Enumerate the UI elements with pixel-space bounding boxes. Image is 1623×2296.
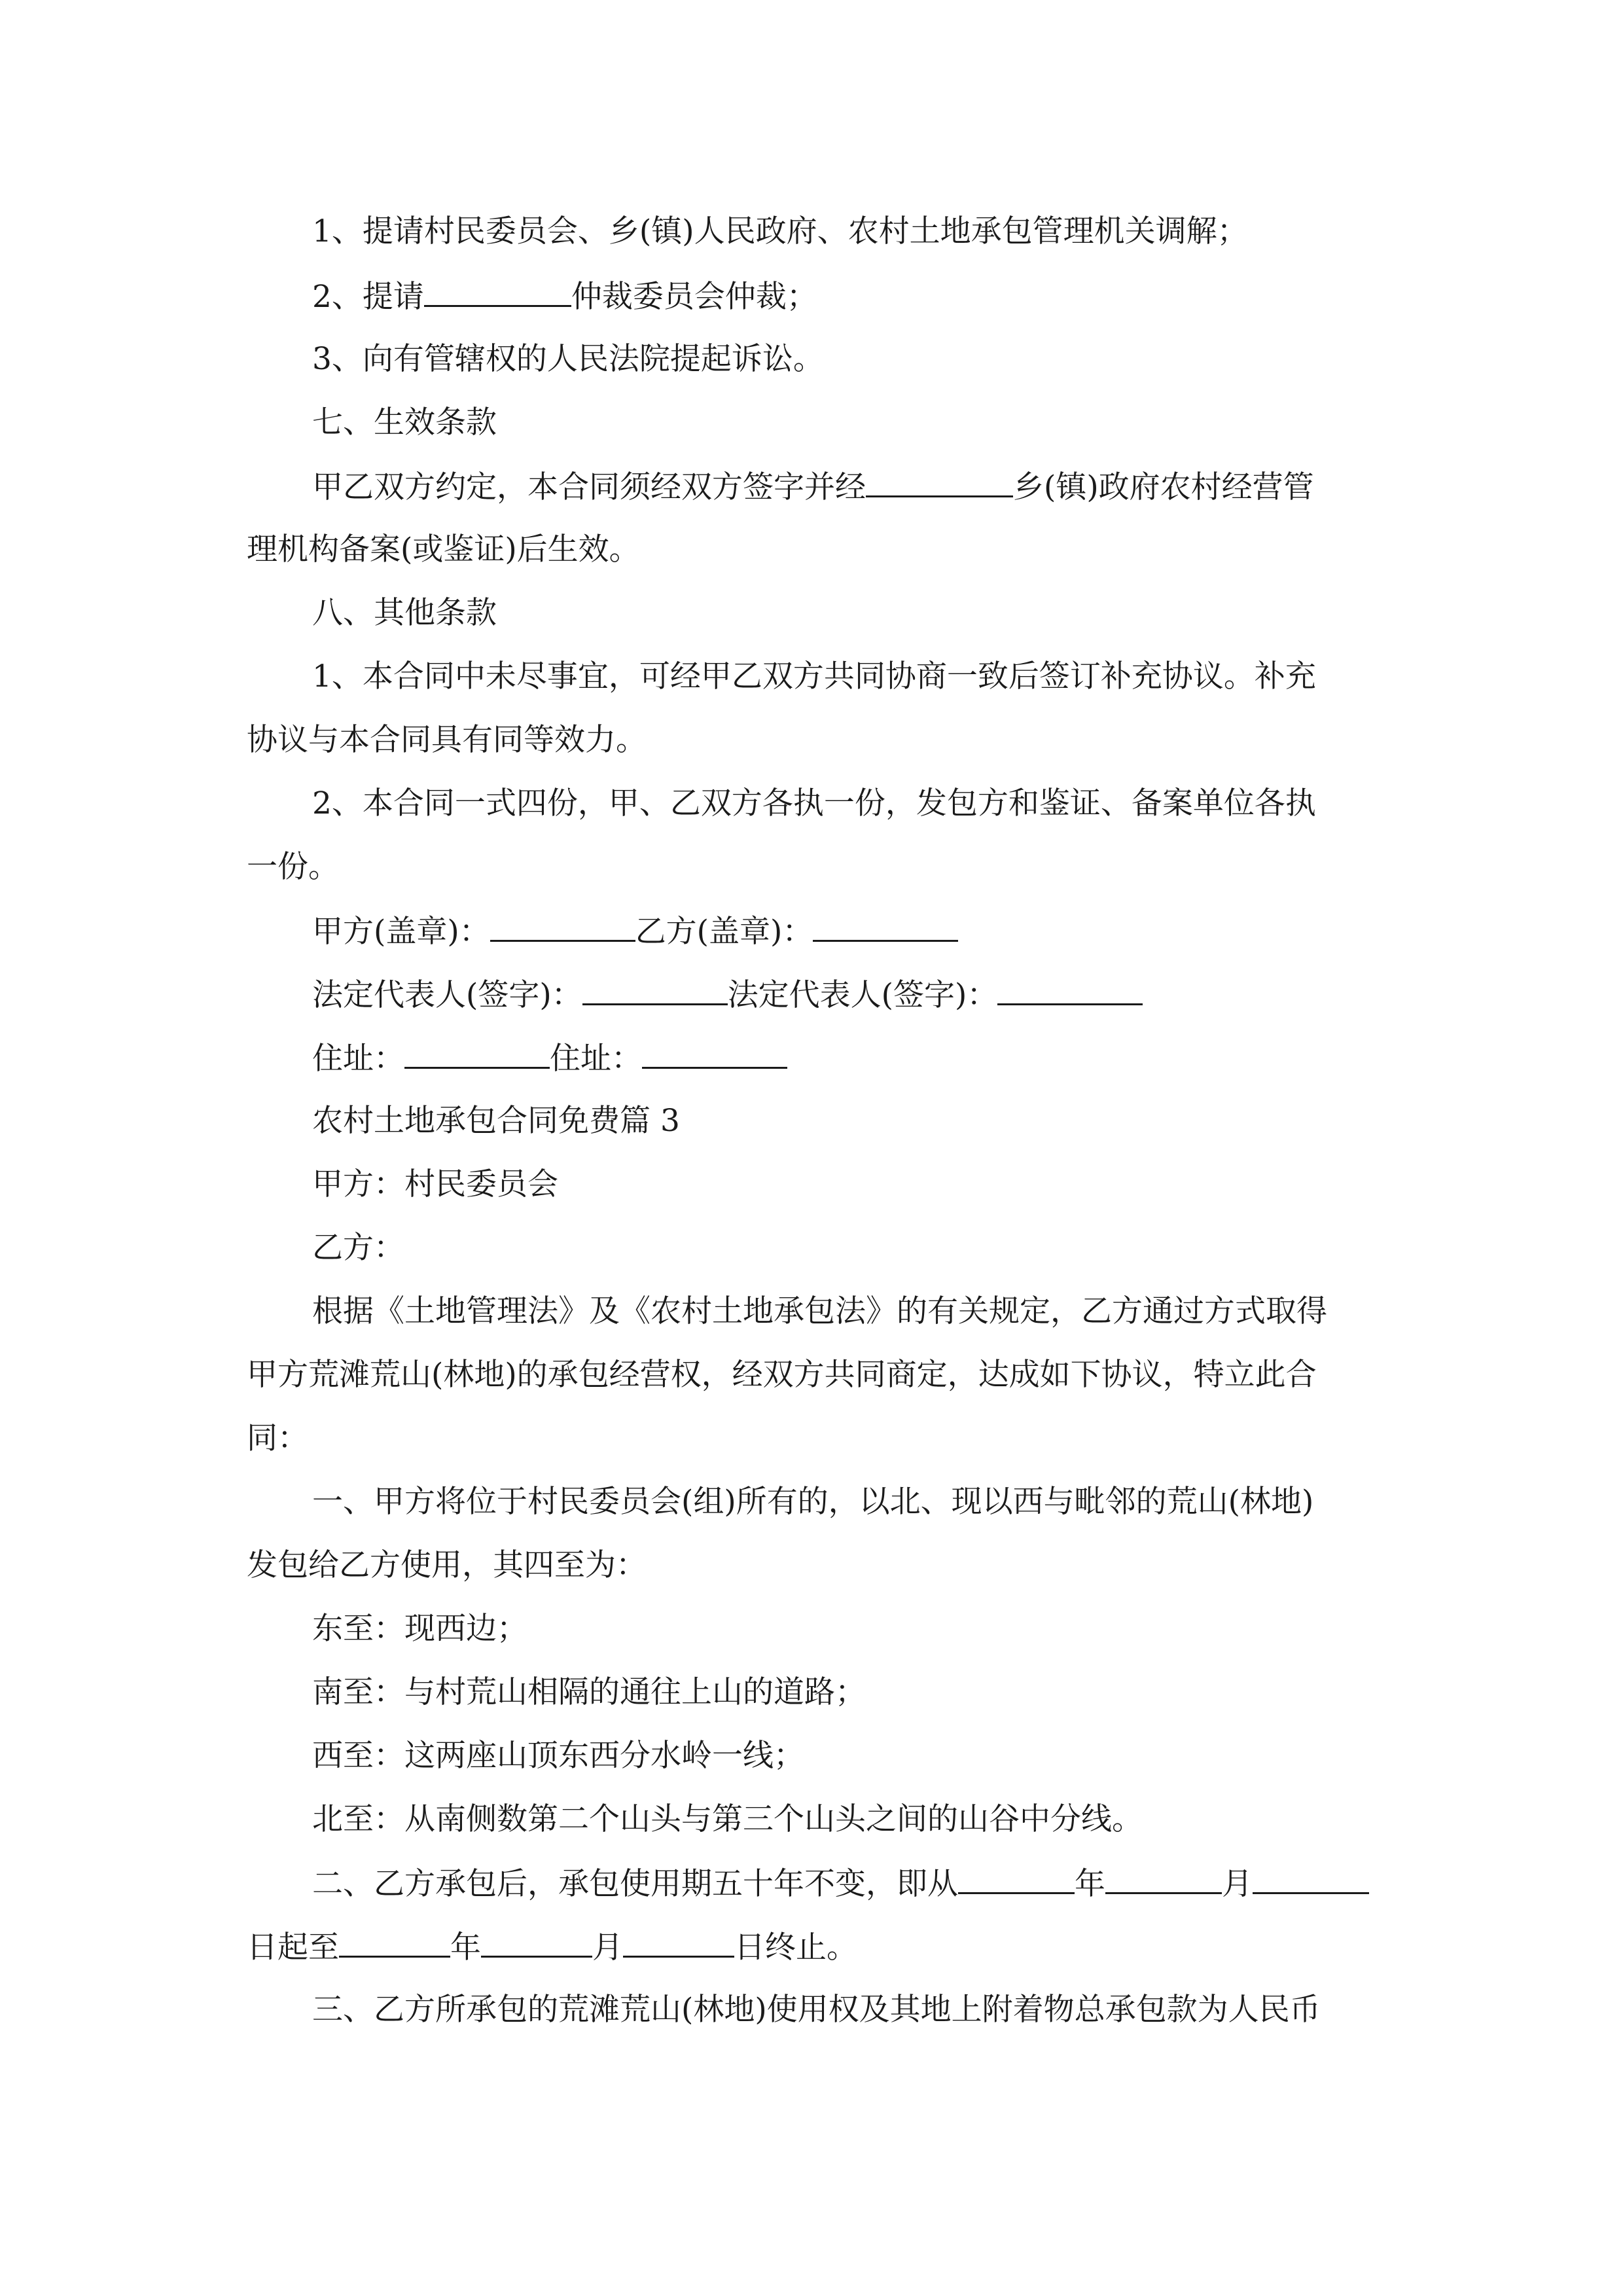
article-3-line-1: 三、乙方所承包的荒滩荒山(林地)使用权及其地上附着物总承包款为人民币: [312, 1992, 1321, 2028]
party-a-representative-blank: [582, 975, 728, 1005]
article-2-line-1: 二、乙方承包后，承包使用期五十年不变，即从 年 月: [312, 1863, 1369, 1903]
signature-address-line: 住址： 住址：: [312, 1038, 787, 1077]
start-day-blank: [1253, 1863, 1369, 1894]
boundary-north: 北至：从南侧数第二个山头与第三个山头之间的山谷中分线。: [312, 1801, 1143, 1837]
signature-representative-line: 法定代表人(签字)： 法定代表人(签字)：: [312, 975, 1143, 1014]
section-heading-effective: 七、生效条款: [312, 404, 497, 440]
party-b-representative-blank: [997, 975, 1143, 1005]
paragraph-effective-line-2: 理机构备案(或鉴证)后生效。: [247, 531, 640, 567]
paragraph-copies-line-2: 一份。: [247, 849, 339, 885]
paragraph-copies-line-1: 2、本合同一式四份，甲、乙双方各执一份，发包方和鉴证、备案单位各执: [312, 785, 1316, 821]
end-year-blank: [339, 1927, 450, 1958]
section-title-contract-3: 农村土地承包合同免费篇 3: [312, 1103, 680, 1139]
article-1-line-2: 发包给乙方使用，其四至为：: [247, 1547, 647, 1583]
end-day-blank: [623, 1927, 734, 1958]
party-b-seal-blank: [813, 911, 958, 942]
township-blank: [866, 467, 1013, 497]
clause-mediation: 1、提请村民委员会、乡(镇)人民政府、农村土地承包管理机关调解；: [312, 213, 1248, 249]
signature-seal-line: 甲方(盖章)： 乙方(盖章)：: [312, 911, 958, 950]
end-month-blank: [481, 1927, 592, 1958]
party-b-line: 乙方：: [312, 1230, 404, 1266]
preamble-line-2: 甲方荒滩荒山(林地)的承包经营权，经双方共同商定，达成如下协议，特立此合: [247, 1357, 1317, 1393]
clause-arbitration: 2、提请 仲裁委员会仲裁；: [312, 276, 817, 315]
party-a-address-blank: [404, 1038, 550, 1069]
preamble-line-1: 根据《土地管理法》及《农村土地承包法》的有关规定，乙方通过方式取得: [312, 1293, 1327, 1329]
section-heading-other: 八、其他条款: [312, 595, 497, 631]
paragraph-supplement-line-2: 协议与本合同具有同等效力。: [247, 722, 647, 758]
start-month-blank: [1105, 1863, 1222, 1894]
start-year-blank: [958, 1863, 1075, 1894]
preamble-line-3: 同：: [247, 1420, 308, 1456]
article-1-line-1: 一、甲方将位于村民委员会(组)所有的，以北、现以西与毗邻的荒山(林地): [312, 1484, 1314, 1520]
paragraph-effective-line-1: 甲乙双方约定，本合同须经双方签字并经 乡(镇)政府农村经营管: [312, 467, 1314, 506]
party-a-line: 甲方：村民委员会: [312, 1166, 558, 1202]
party-a-seal-blank: [490, 911, 635, 942]
boundary-west: 西至：这两座山顶东西分水岭一线；: [312, 1738, 804, 1774]
clause-litigation: 3、向有管辖权的人民法院提起诉讼。: [312, 341, 824, 377]
boundary-east: 东至：现西边；: [312, 1611, 527, 1647]
paragraph-supplement-line-1: 1、本合同中未尽事宜，可经甲乙双方共同协商一致后签订补充协议。补充: [312, 658, 1316, 694]
boundary-south: 南至：与村荒山相隔的通往上山的道路；: [312, 1674, 866, 1710]
article-2-line-2: 日起至 年 月 日终止。: [247, 1927, 857, 1966]
arbitration-blank: [424, 276, 571, 307]
party-b-address-blank: [642, 1038, 787, 1069]
